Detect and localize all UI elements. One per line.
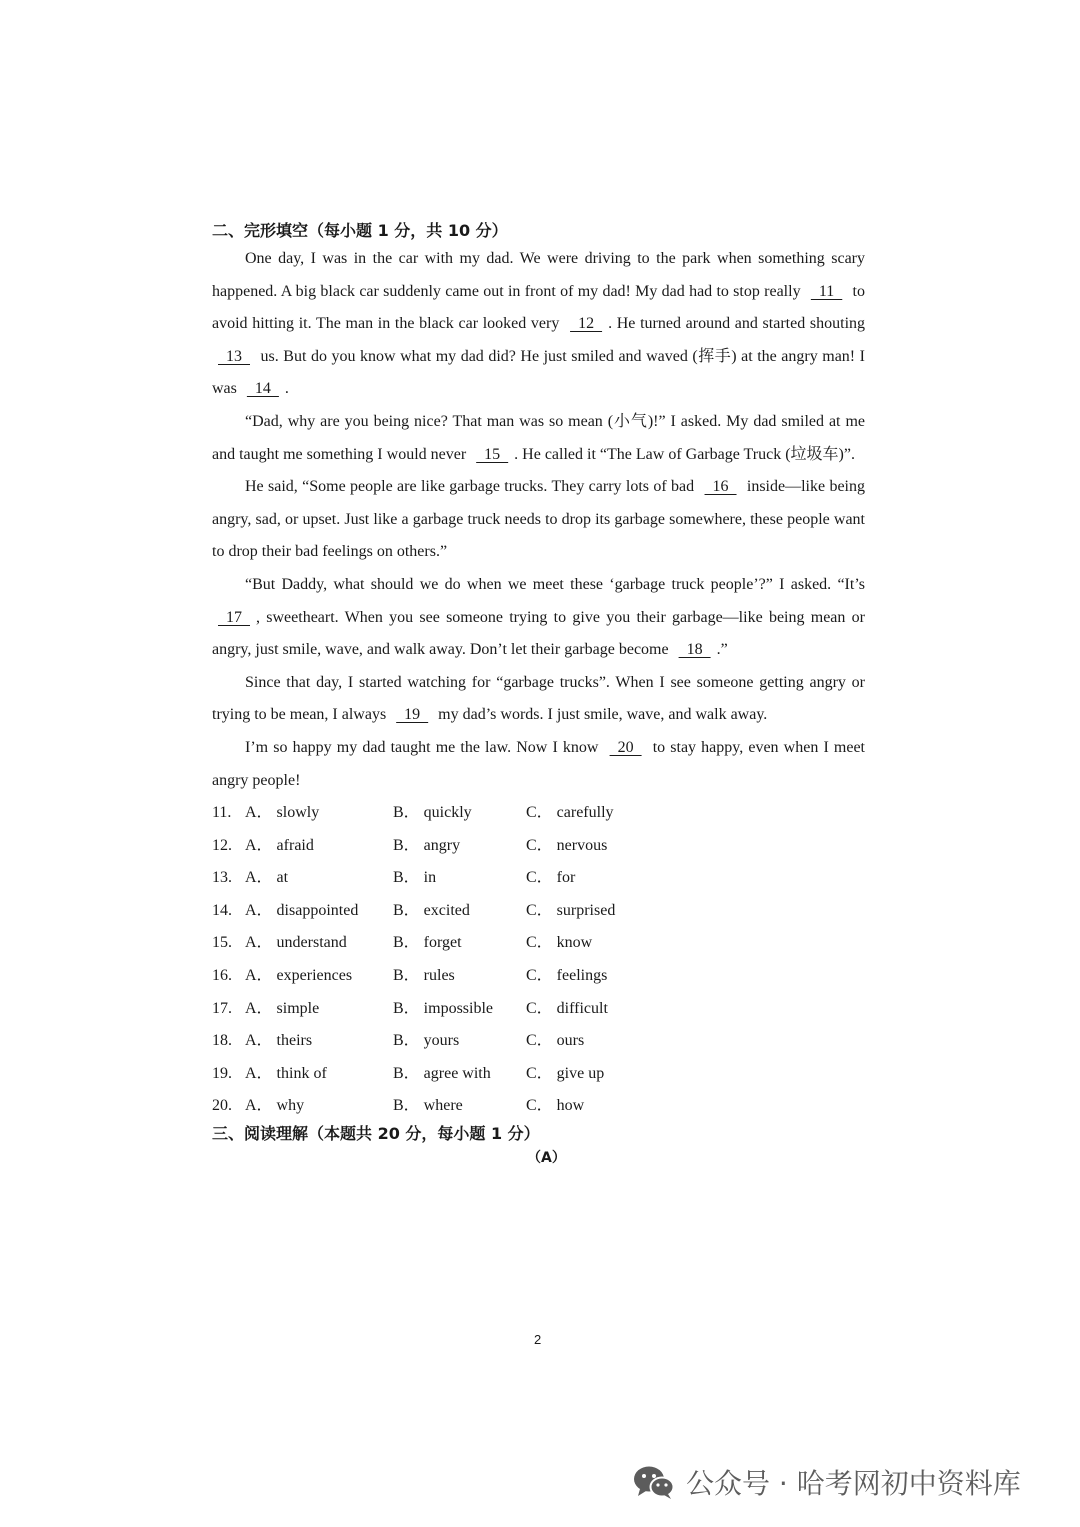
option-c: C． carefully — [526, 804, 614, 821]
question-number: 12. — [212, 836, 232, 854]
page-number: 2 — [534, 1332, 542, 1347]
passage-text: inside—like being angry, sad, or upset. Just like a garbage truck needs to drop its garbage somewhere, these people want to drop their bad feelings on others.” — [212, 478, 866, 561]
passage-text: to stay happy, even when I meet angry people! — [212, 738, 865, 789]
passage-text: “Dad, why are you being nice? That man was so mean (小气)!” I asked. My dad smiled at me and taught me something I would never — [212, 412, 865, 463]
option-b: B． impossible — [393, 999, 494, 1017]
option-c: C． feelings — [526, 966, 608, 984]
question-number: 18. — [212, 1032, 232, 1050]
blank-20: 20 — [609, 738, 642, 756]
passage-paragraph — [212, 471, 865, 569]
option-a: A． afraid — [245, 836, 314, 854]
option-b: B． rules — [393, 966, 455, 984]
option-b: B． agree with — [393, 1064, 491, 1082]
watermark-text: 公众号 · 哈考网初中资料库 — [686, 1467, 1021, 1500]
blank-15: 15 — [476, 445, 509, 463]
blank-12: 12 — [570, 315, 603, 333]
question-number: 16. — [212, 966, 232, 984]
watermark — [632, 1462, 1021, 1502]
question-number: 11. — [212, 804, 232, 821]
passage-text: One day, I was in the car with my dad. We were driving to the park when something scary happened. A big black car suddenly came out in front of my dad! My dad had to stop really — [212, 250, 865, 300]
option-a: A． why — [245, 1097, 305, 1115]
question-number: 19. — [212, 1064, 232, 1082]
passage-paragraph — [212, 732, 865, 797]
option-c: C． give up — [526, 1064, 605, 1082]
option-b: B． quickly — [393, 804, 472, 821]
passage-text: . He turned around and started shouting — [608, 315, 866, 333]
option-b: B． yours — [393, 1032, 460, 1050]
option-c: C． know — [526, 934, 593, 952]
passage-text: to avoid hitting it. The man in the black car looked very — [212, 282, 865, 333]
passage-text: .” — [716, 641, 728, 659]
option-a: A． simple — [245, 999, 320, 1017]
question-number: 13. — [212, 869, 232, 887]
blank-11: 11 — [810, 282, 843, 300]
passage-paragraph — [212, 243, 865, 406]
blank-16: 16 — [704, 478, 737, 496]
passage-paragraph — [212, 406, 865, 471]
blank-19: 19 — [396, 706, 429, 724]
passage-text: . — [284, 380, 289, 398]
section2-heading: 二、完形填空（每小题 1 分，共 10 分） — [212, 221, 508, 240]
option-a: A． understand — [245, 934, 347, 952]
blank-14: 14 — [246, 380, 279, 398]
option-b: B． excited — [393, 901, 470, 919]
passage-text: He said, “Some people are like garbage trucks. They carry lots of bad — [245, 478, 699, 496]
passage-label: （A） — [527, 1150, 566, 1166]
option-b: B． forget — [393, 934, 462, 952]
question-number: 20. — [212, 1097, 232, 1115]
blank-18: 18 — [678, 641, 711, 659]
passage-paragraph — [212, 569, 865, 667]
option-c: C． difficult — [526, 999, 608, 1017]
option-a: A． theirs — [245, 1032, 313, 1050]
passage-text: . He called it “The Law of Garbage Truck (垃圾车)”. — [514, 445, 855, 463]
option-c: C． nervous — [526, 836, 608, 854]
wechat-icon — [632, 1464, 676, 1500]
question-number: 15. — [212, 934, 232, 952]
option-c: C． ours — [526, 1032, 585, 1050]
option-a: A． experiences — [245, 966, 353, 984]
question-number: 14. — [212, 901, 232, 919]
section3-heading: 三、阅读理解（本题共 20 分，每小题 1 分） — [212, 1124, 540, 1143]
passage-paragraph — [212, 667, 865, 732]
passage-text: my dad’s words. I just smile, wave, and walk away. — [434, 706, 768, 724]
option-a: A． think of — [245, 1064, 327, 1082]
blank-17: 17 — [218, 608, 250, 626]
option-c: C． for — [526, 869, 576, 887]
passage-text: , sweetheart. When you see someone trying to give you their garbage—like being mean or angry, just smile, wave, and walk away. Don’t let their garbage become — [212, 608, 865, 659]
option-b: B． in — [393, 869, 437, 887]
option-b: B． angry — [393, 836, 461, 854]
option-c: C． surprised — [526, 901, 616, 919]
blank-13: 13 — [218, 347, 250, 365]
passage-text: “But Daddy, what should we do when we meet these ‘garbage truck people’?” I asked. “It’s — [245, 575, 865, 593]
passage-text: I’m so happy my dad taught me the law. Now I know — [245, 738, 604, 756]
question-number: 17. — [212, 999, 232, 1017]
option-b: B． where — [393, 1097, 463, 1115]
option-c: C． how — [526, 1097, 585, 1115]
option-a: A． slowly — [245, 804, 320, 821]
cloze-passage — [212, 243, 865, 797]
option-a: A． at — [245, 869, 289, 887]
option-a: A． disappointed — [245, 901, 359, 919]
passage-text: us. But do you know what my dad did? He just smiled and waved (挥手) at the angry man! I was — [212, 347, 865, 398]
passage-text: Since that day, I started watching for “garbage trucks”. When I see someone getting angry or trying to be mean, I always — [212, 673, 865, 724]
